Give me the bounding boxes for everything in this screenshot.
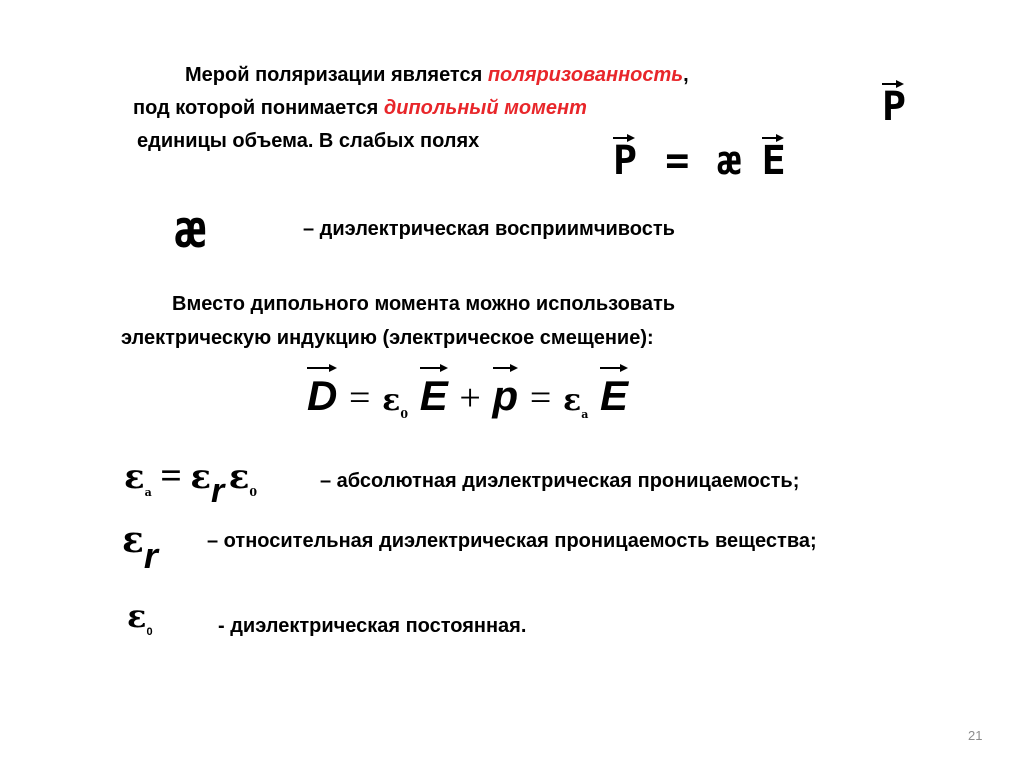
page-number: 21: [968, 728, 983, 743]
eps-letter: ε: [382, 383, 401, 418]
eps0-symbol: [127, 592, 153, 648]
sub-0: 0: [146, 626, 153, 638]
formula-vector-e2: [600, 368, 628, 424]
absolute-permittivity-text: – абсолютная диэлектрическая проницаемость;: [320, 470, 800, 492]
term-polarization: поляризованность: [487, 64, 684, 86]
paragraph1-line1: [185, 64, 689, 87]
sub-0: 0: [400, 408, 409, 421]
formula-vector-e: [762, 138, 784, 184]
formula-equals: =: [665, 138, 688, 184]
eps-letter: ε: [127, 597, 147, 635]
formula-p-kappa-e: [613, 138, 784, 184]
formula-e-letter: E: [419, 372, 448, 419]
formula-vector-d: [307, 368, 337, 424]
epsr-symbol: [122, 512, 158, 576]
formula-equals-1: =: [349, 377, 371, 419]
paragraph1-line2-text: под которой понимается: [133, 97, 384, 119]
eps-letter: ε: [228, 457, 250, 497]
vector-p: [882, 84, 904, 130]
sub-r: r: [143, 535, 158, 576]
paragraph1-line1-comma: ,: [683, 64, 689, 86]
sub-0: 0: [249, 486, 258, 499]
formula-p-small-letter: p: [492, 372, 519, 419]
formula-epsr: [190, 457, 225, 510]
vector-p-symbol: [882, 84, 904, 130]
sub-a: a: [144, 486, 152, 499]
formula-plus: +: [459, 377, 481, 419]
formula-eps0: [229, 457, 257, 497]
vector-arrow-icon: [420, 364, 448, 372]
kappa-symbol: æ: [175, 200, 205, 260]
eps-letter: ε: [190, 457, 212, 497]
dielectric-constant-text: - диэлектрическая постоянная.: [218, 615, 527, 637]
formula-absolute-permittivity: [124, 448, 257, 513]
sub-a: a: [581, 408, 589, 421]
susceptibility-text: – диэлектрическая восприимчивость: [303, 218, 675, 240]
formula-vector-p: [613, 138, 635, 184]
eps-letter: ε: [124, 457, 145, 497]
paragraph1-line1-text: Мерой поляризации является: [185, 64, 488, 86]
vector-arrow-icon: [613, 134, 635, 142]
formula-e-letter: E: [600, 372, 629, 419]
paragraph1-line2: [133, 97, 587, 120]
eps-letter: ε: [562, 383, 582, 418]
vector-p-letter: P: [882, 84, 905, 130]
formula-equals: =: [160, 455, 182, 497]
formula-vector-e1: [420, 368, 448, 424]
formula-kappa: æ: [717, 138, 740, 184]
formula-eps0: [382, 383, 409, 421]
formula-epsa: [562, 383, 589, 421]
formula-d-letter: D: [307, 372, 338, 419]
eps-letter: ε: [122, 519, 144, 561]
vector-arrow-icon: [307, 364, 337, 372]
paragraph1-line3: единицы объема. В слабых полях: [137, 130, 480, 152]
formula-epsa: [124, 457, 152, 497]
paragraph2-line1: Вместо дипольного момента можно использовать: [172, 293, 676, 315]
sub-r: r: [211, 472, 225, 510]
paragraph2-line2: электрическую индукцию (электрическое смещение):: [121, 327, 654, 349]
vector-arrow-icon: [493, 364, 519, 372]
formula-e-letter: E: [761, 138, 784, 184]
formula-equals-2: =: [529, 377, 552, 419]
vector-arrow-icon: [882, 80, 904, 88]
term-dipole-moment: дипольный момент: [383, 97, 587, 119]
formula-displacement: [307, 368, 628, 435]
relative-permittivity-text: – относительная диэлектрическая проницаемость вещества;: [207, 530, 817, 552]
vector-arrow-icon: [762, 134, 784, 142]
formula-vector-p-small: [493, 368, 519, 424]
vector-arrow-icon: [600, 364, 628, 372]
formula-p-letter: P: [613, 138, 636, 184]
